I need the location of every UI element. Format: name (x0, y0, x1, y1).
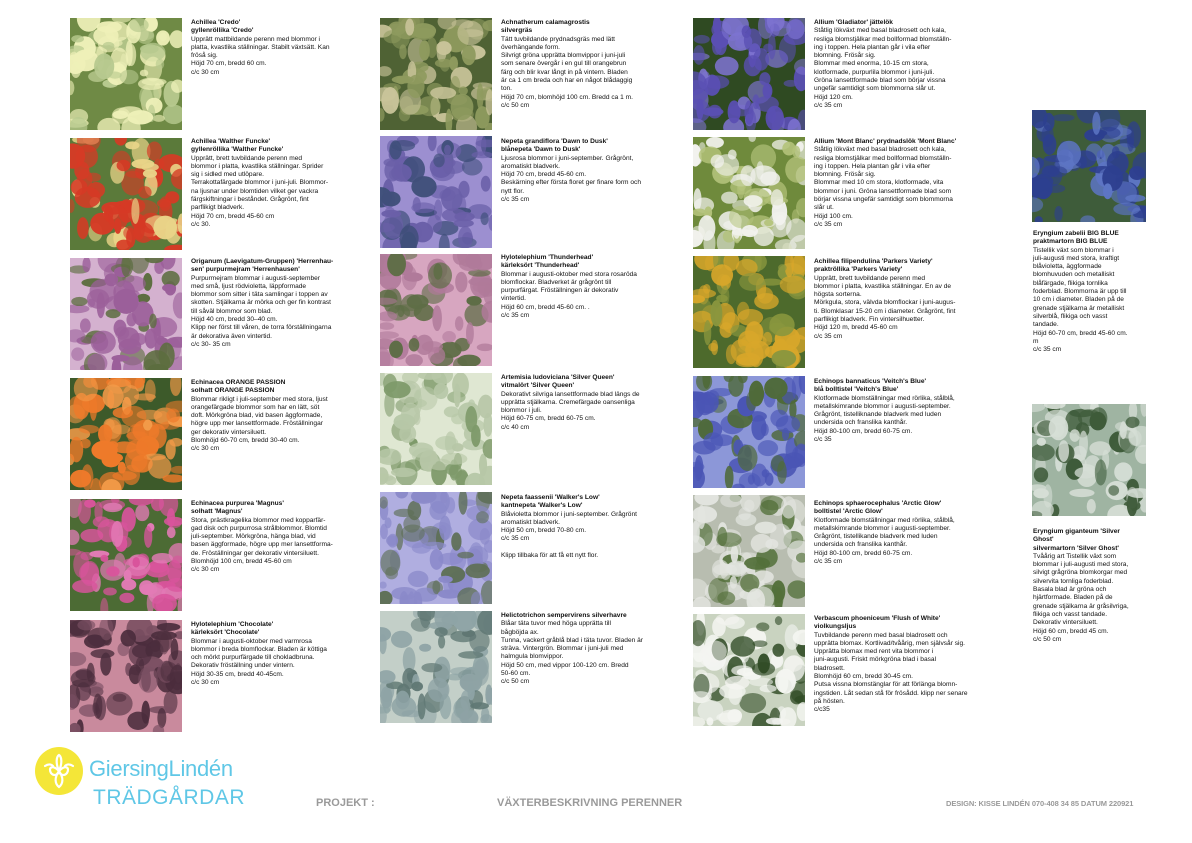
plant-description (191, 500, 361, 575)
plant-name: Allium 'Gladiator' jättelök (814, 19, 893, 26)
plant-common-name: solhatt ORANGE PASSION (191, 387, 275, 395)
plant-photo (380, 492, 492, 604)
plant-common-name: blånepeta 'Dawn to Dusk' (501, 146, 581, 154)
plant-description (191, 621, 361, 687)
plant-description (814, 19, 994, 110)
plant-photo (1032, 110, 1146, 222)
plant-photo (380, 254, 492, 366)
design-credit: DESIGN: KISSE LINDÉN 070-408 34 85 DATUM 220921 (946, 799, 1134, 808)
plant-photo (693, 495, 805, 607)
plant-photo (70, 18, 182, 130)
plant-description (1033, 528, 1153, 644)
plant-details: Klotformade blomställningar med rörlika, stålblå, metallskimrande blommor i augusti-september. Grågrönt, tistellikande bladverk med luden undersida och franslika kanthår. Höjd 80-100 cm, bredd 60-75 cm. c/c 35 cm (814, 516, 955, 566)
plant-photo (380, 18, 492, 130)
plant-details: Purpurmejram blommar i augusti-september med små, ljust rödvioletta, läppformade blommor som sitter i täta samlingar i toppen av skotten. Stjälkarna är mörka och ger fin kontrast till såväl blommor som blad. Höjd 40 cm, bredd 30–40 cm. Klipp ner först till våren, de torra förställningarna är dekorativa även vintertid. c/c 30- 35 cm (191, 274, 332, 348)
plant-details: Upprätt, brett tuvbildande perenn med blommor i platta, kvastlika ställningar. En av de högsta sorterna. Mörkgula, stora, välvda blomflockar i juni-augus- ti. Blomklasar 15-20 cm i diameter. Grågrönt, fint parflikigt bladverk. Fin vintersilhuetter. Höjd 120 m, bredd 45-60 cm c/c 35 cm (814, 274, 956, 340)
plant-common-name: silvergräs (501, 27, 533, 35)
plant-details: Upprätt, brett tuvbildande perenn med blommor i platta, kvastlika ställningar. Sprider sig i sidled med utlöpare. Terrakottafärgade blommor i juni-juli. Blommor- na ljusnar under blomtiden vilket ger vackra färgskiftningar i beståndet. Grågrönt, fint parflikigt bladverk. Höjd 70 cm, bredd 45-60 cm c/c 30. (191, 154, 329, 228)
plant-common-name: vitmalört 'Silver Queen' (501, 382, 575, 390)
plant-photo (693, 18, 805, 130)
brand-logo (34, 746, 84, 801)
plant-details: Blommar rikligt i juli-september med stora, ljust orangefärgade blommor som har en lätt, söt doft. Mörkgröna blad, vid basen äggformade, högre upp mer lansettformade. Fröställningar ger dekorativ vintersiluett. Blomhöjd 60-70 cm, bredd 30-40 cm. c/c 30 cm (191, 395, 328, 453)
plant-name: Eryngium zabelii BIG BLUE (1033, 230, 1119, 237)
plant-common-name: violkungsljus (814, 623, 857, 631)
plant-name: Origanum (Laevigatum-Gruppen) 'Herrenhau- (191, 258, 334, 265)
project-label: PROJEKT : (316, 797, 375, 809)
plant-description (191, 138, 361, 229)
plant-photo (380, 611, 492, 723)
plant-name: Artemisia ludoviciana 'Silver Queen' (501, 374, 615, 381)
plant-description (814, 138, 994, 229)
plant-description (501, 374, 671, 432)
plant-common-name: sen' purpurmejram 'Herrenhausen' (191, 266, 300, 274)
plant-description (191, 379, 361, 454)
plant-description (814, 258, 994, 341)
plant-common-name: praktröllika 'Parkers Variety' (814, 266, 903, 274)
plant-details: Tätt tuvbildande prydnadsgräs med lätt överhängande form. Silvrigt gröna upprätta blomvippor i juni-juli som senare övergår i en gul till orangebrun färg och blir kvar långt in på vintern. Bladen är ca 1 cm breda och har en något blådaggig ton. Höjd 70 cm, blomhöjd 100 cm. Bredd ca 1 m. c/c 50 cm (501, 35, 633, 109)
plant-common-name: kärleksört 'Thunderhead' (501, 262, 580, 270)
plant-description (501, 494, 671, 560)
plant-details: Blommar i augusti-oktober med stora rosaröda blomflockar. Bladverket är grågrönt till purpurfärgat. Fröställningen är dekorativ vintertid. Höjd 60 cm, bredd 45-60 cm. . c/c 35 cm (501, 270, 637, 320)
sheet-title: VÄXTERBESKRIVNING PERENNER (497, 797, 683, 809)
plant-name: Eryngium giganteum 'Silver (1033, 528, 1120, 535)
plant-name: Achillea 'Walther Funcke' (191, 138, 271, 145)
plant-description (1033, 230, 1153, 354)
plant-photo (70, 378, 182, 490)
plant-name: Allium 'Mont Blanc' prydnadslök 'Mont Blanc' (814, 138, 957, 145)
plant-common-name: kantnepeta 'Walker's Low' (501, 502, 583, 510)
plant-photo (70, 258, 182, 370)
plant-photo (380, 373, 492, 485)
plant-name: Nepeta grandiflora 'Dawn to Dusk' (501, 138, 608, 145)
plant-name: Achillea filipendulina 'Parkers Variety' (814, 258, 933, 265)
plant-name: Echinops sphaerocephalus 'Arctic Glow' (814, 500, 942, 507)
plant-photo (70, 138, 182, 250)
plant-details: Ståtlig lökväxt med basal bladrosett och kala, resliga blomstjälkar med bollformad blomställn- ing i toppen. Hela plantan går i vila efter blomning. Frösår sig. Blommar med 10 cm stora, klotformade, vita blommor i juni. Gröna lansettformade blad som börjar vissna ungefär samtidigt som blommorna slår ut. Höjd 100 cm. c/c 35 cm (814, 146, 953, 228)
plant-details: Ljusrosa blommor i juni-september. Grågrönt, aromatiskt bladverk. Höjd 70 cm, bredd 45-60 cm. Beskärning efter första floret ger finare form och nytt flor. c/c 35 cm (501, 154, 641, 204)
plant-details: Blåar täta tuvor med höga upprätta till bågböjda ax. Tunna, vackert gråblå blad i täta tuvor. Bladen är sträva. Vintergrön. Blommar i juni-juli med halmgula blomvippor. Höjd 50 cm, med vippor 100-120 cm. Bredd 50-60 cm. c/c 50 cm (501, 620, 643, 686)
plant-photo (380, 136, 492, 248)
plant-details: Dekorativt silvriga lansettformade blad längs de upprätta stjälkarna. Cremefärgade oansenliga blommor i juli. Höjd 60-75 cm, bredd 60-75 cm. c/c 40 cm (501, 390, 640, 431)
plant-description (501, 612, 671, 687)
plant-photo (693, 376, 805, 488)
plant-photo (693, 137, 805, 249)
plant-description (191, 19, 361, 77)
plant-details: Tistellik växt som blommar i juli-augusti med stora, kraftigt blåvioletta, äggformade blomhuvuden och metalliskt blåfärgade, flikiga tornlika foderblad. Blommorna är upp till 10 cm i diameter. Bladen på de grenade stjälkarna är metalliskt silverblå, flikiga och vasst tandade. Höjd 60-70 cm, bredd 45-60 cm. m c/c 35 cm (1033, 246, 1128, 354)
plant-common-name: praktmartorn BIG BLUE (1033, 238, 1108, 246)
plant-photo (1032, 404, 1146, 516)
plant-details: Tuvbildande perenn med basal bladrosett och upprätta blomax. Kortlivad/tvåårig, men självsår sig. Upprätta blomax med rent vita blommor i juni-augusti. Friskt mörkgröna blad i basal bladrosett. Blomhöjd 60 cm, bredd 30-45 cm. Putsa vissna blomstänglar för att förlänga blomn- ingstiden. Låt sedan stå för frösådd. klipp ner senare på hösten. c/c35 (814, 631, 968, 714)
plant-details: Tvåårig art Tistellik växt som blommar i juli-augusti med stora, silvigt grågröna blomkorgar med silvervita tornliga foderblad. Basala blad är gröna och hjärtformade. Bladen på de grenade stjälkarna är gråsilvriga, flikiga och vasst tandade. Dekorativ vintersiluett. Höjd 60 cm, bredd 45 cm. c/c 50 cm (1033, 552, 1129, 643)
plant-common-name: kärleksört 'Chocolate' (191, 629, 260, 637)
logo-wordmark: GiersingLindén (89, 756, 233, 781)
plant-common-name: gyllenröllika 'Walther Funcke' (191, 146, 284, 154)
plant-description (814, 615, 994, 715)
plant-details: Blommar i augusti-oktober med varmrosa blommor i breda blomflockar. Bladen är köttiga och mörkt purpurfärgade till chokladbruna. Dekorativ fröställning under vintern. Höjd 30-35 cm, bredd 40-45cm. c/c 30 cm (191, 637, 327, 687)
flower-logo-icon (34, 746, 84, 796)
plant-name: Achillea 'Credo' (191, 19, 241, 26)
plant-details: Ståtlig lökväxt med basal bladrosett och kala, resliga blomstjälkar med bollformad blomställn- ing i toppen. Hela plantan går i vila efter blomning. Frösår sig. Blommar med enorma, 10-15 cm stora, klotformade, purpurlila blommor i juni-juli. Gröna lansettformade blad som börjar vissna ungefär samtidigt som blommorna slår ut. Höjd 120 cm. c/c 35 cm (814, 27, 952, 109)
plant-common-name: bolltistel 'Arctic Glow' (814, 508, 883, 516)
plant-details: Klotformade blomställningar med rörlika, stålblå, metallskimrande blommor i augusti-september. Grågrönt, tistelliknande bladverk med luden undersida och franslika kanthår. Höjd 80-100 cm, bredd 60-75 cm. c/c 35 (814, 394, 955, 444)
plant-description (501, 254, 671, 320)
plant-details: Stora, prästkragelika blommor med kopparfär- gad disk och purpurrosa strålblommor. Blomtid juli-september. Mörkgröna, hänga blad, vid basen äggformade, högre upp mer lansettforma- de. Fröställningar ger dekorativ vintersiluett. Blomhöjd 100 cm, bredd 45-60 cm c/c 30 cm (191, 516, 333, 574)
logo-subtitle: TRÄDGÅRDAR (93, 786, 246, 809)
plant-photo (693, 614, 805, 726)
plant-description (501, 138, 671, 204)
plant-name: Echinacea ORANGE PASSION (191, 379, 286, 386)
plant-photo (70, 620, 182, 732)
plant-common-name: blå bolltistel 'Veitch's Blue' (814, 386, 899, 394)
plant-description (501, 19, 671, 110)
plant-name: Helictotrichon sempervirens silverhavre (501, 612, 627, 619)
plant-photo (70, 499, 182, 611)
plant-common-name: Ghost' silvermartorn 'Silver Ghost' (1033, 536, 1119, 552)
plant-name: Hylotelephium 'Chocolate' (191, 621, 274, 628)
plant-name: Achnatherum calamagrostis (501, 19, 590, 26)
plant-details: Blåvioletta blommor i juni-september. Grågrönt aromatiskt bladverk. Höjd 50 cm, bredd 70-80 cm. c/c 35 cm Klipp tillbaka för att få ett nytt flor. (501, 510, 637, 560)
plant-name: Nepeta faassenii 'Walker's Low' (501, 494, 600, 501)
plant-name: Echinops bannaticus 'Veitch's Blue' (814, 378, 927, 385)
plant-name: Verbascum phoeniceum 'Flush of White' (814, 615, 941, 622)
plant-description (814, 500, 994, 566)
plant-description (814, 378, 994, 444)
plant-description (191, 258, 361, 349)
plant-name: Hylotelephium 'Thunderhead' (501, 254, 594, 261)
plant-common-name: solhatt 'Magnus' (191, 508, 243, 516)
plant-details: Upprätt mattbildande perenn med blommor i platta, kvastlika ställningar. Stabilt växtsätt. Kan fröså sig. Höjd 70 cm, bredd 60 cm. c/c 30 cm (191, 35, 330, 76)
plant-photo (693, 256, 805, 368)
plant-common-name: gyllenröllika 'Credo' (191, 27, 254, 35)
plant-name: Echinacea purpurea 'Magnus' (191, 500, 284, 507)
